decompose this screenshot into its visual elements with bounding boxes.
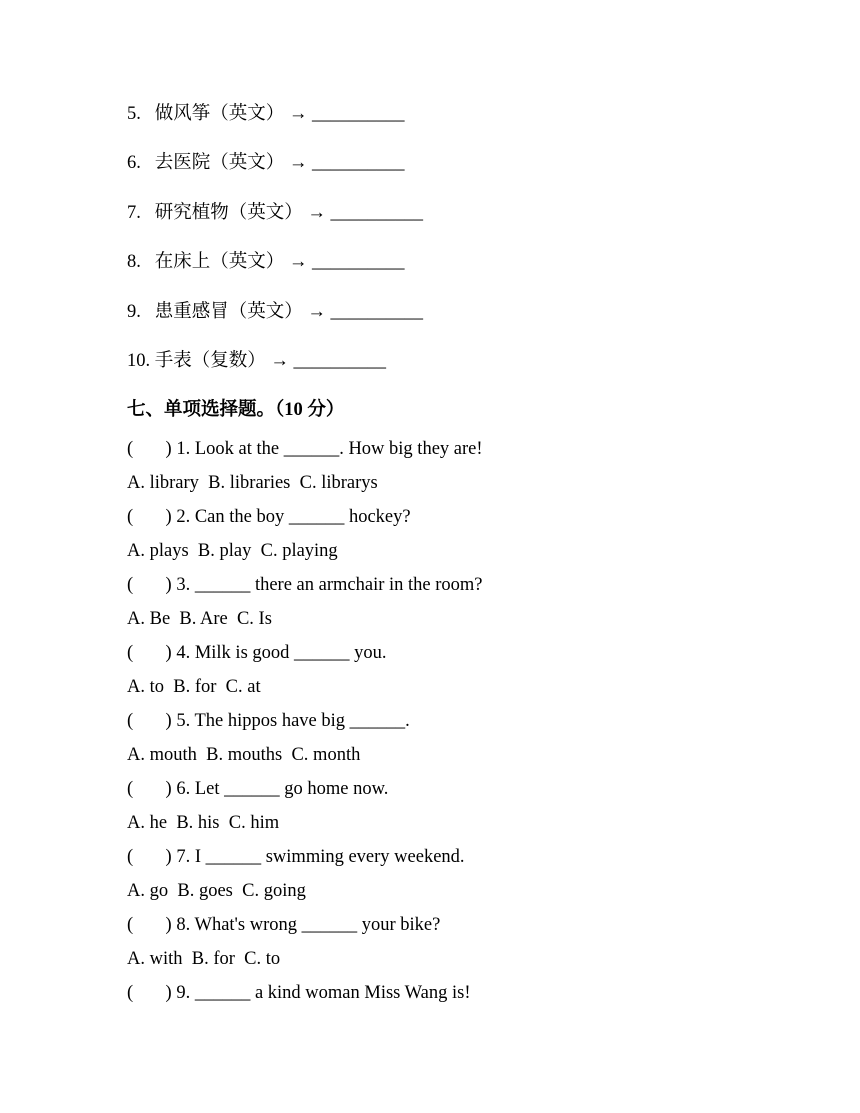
question-options-1: A. library B. libraries C. librarys [127,473,378,493]
question-stem-7: ( ) 7. I ______ swimming every weekend. [127,847,465,867]
translation-item-10: 10. 手表（复数） → __________ [127,351,387,371]
question-options-6: A. he B. his C. him [127,813,280,833]
question-stem-8: ( ) 8. What's wrong ______ your bike? [127,915,441,935]
question-stem-3: ( ) 3. ______ there an armchair in the room? [127,575,483,595]
translation-item-9: 9. 患重感冒（英文） → __________ [127,302,424,322]
question-stem-9: ( ) 9. ______ a kind woman Miss Wang is! [127,983,471,1003]
question-options-4: A. to B. for C. at [127,677,261,697]
question-options-3: A. Be B. Are C. Is [127,609,272,629]
translation-item-8: 8. 在床上（英文） → __________ [127,252,405,272]
translation-item-5: 5. 做风筝（英文） → __________ [127,104,405,124]
question-stem-1: ( ) 1. Look at the ______. How big they are! [127,439,483,459]
question-stem-2: ( ) 2. Can the boy ______ hockey? [127,507,411,527]
question-stem-6: ( ) 6. Let ______ go home now. [127,779,389,799]
section-title: 七、单项选择题。（10 分） [127,400,345,420]
question-options-8: A. with B. for C. to [127,949,281,969]
question-options-7: A. go B. goes C. going [127,881,306,901]
question-stem-5: ( ) 5. The hippos have big ______. [127,711,410,731]
translation-item-6: 6. 去医院（英文） → __________ [127,153,405,173]
question-options-5: A. mouth B. mouths C. month [127,745,361,765]
question-stem-4: ( ) 4. Milk is good ______ you. [127,643,387,663]
question-options-2: A. plays B. play C. playing [127,541,338,561]
translation-item-7: 7. 研究植物（英文） → __________ [127,203,424,223]
